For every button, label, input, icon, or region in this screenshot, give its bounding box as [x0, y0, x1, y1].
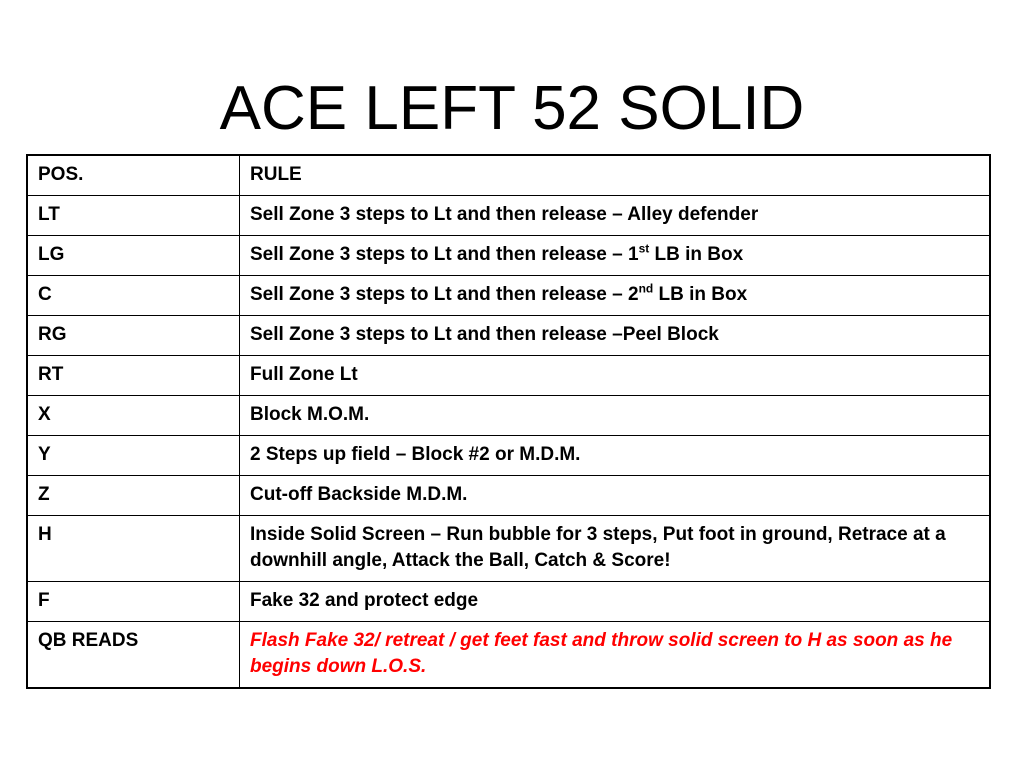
row-pos: H — [27, 516, 240, 582]
header-pos: POS. — [27, 155, 240, 196]
rules-table — [26, 154, 991, 689]
table-header-row — [27, 155, 990, 196]
row-rule: Sell Zone 3 steps to Lt and then release – 1st LB in Box — [240, 236, 991, 276]
table-row — [27, 436, 990, 476]
row-rule: Full Zone Lt — [240, 356, 991, 396]
row-rule: Sell Zone 3 steps to Lt and then release – Alley defender — [240, 196, 991, 236]
row-pos: Z — [27, 476, 240, 516]
table-row — [27, 196, 990, 236]
table-row — [27, 476, 990, 516]
row-pos: RG — [27, 316, 240, 356]
table-row — [27, 276, 990, 316]
slide-title: ACE LEFT 52 SOLID — [219, 74, 805, 143]
row-rule: 2 Steps up field – Block #2 or M.D.M. — [240, 436, 991, 476]
table-row — [27, 396, 990, 436]
row-pos: LG — [27, 236, 240, 276]
row-rule: Sell Zone 3 steps to Lt and then release –Peel Block — [240, 316, 991, 356]
row-pos: QB READS — [27, 622, 240, 689]
row-pos: X — [27, 396, 240, 436]
row-pos: RT — [27, 356, 240, 396]
table-row — [27, 356, 990, 396]
qb-reads-rule: Flash Fake 32/ retreat / get feet fast and throw solid screen to H as soon as he begins down L.O.S. — [240, 622, 991, 689]
header-rule: RULE — [240, 155, 991, 196]
row-rule: Fake 32 and protect edge — [240, 582, 991, 622]
row-rule: Cut-off Backside M.D.M. — [240, 476, 991, 516]
row-rule: Block M.O.M. — [240, 396, 991, 436]
row-pos: C — [27, 276, 240, 316]
row-pos: LT — [27, 196, 240, 236]
table-row — [27, 236, 990, 276]
row-rule: Sell Zone 3 steps to Lt and then release – 2nd LB in Box — [240, 276, 991, 316]
table-row — [27, 622, 990, 689]
row-pos: F — [27, 582, 240, 622]
table-row — [27, 316, 990, 356]
row-rule: Inside Solid Screen – Run bubble for 3 steps, Put foot in ground, Retrace at a downhill angle, Attack the Ball, Catch & Score! — [240, 516, 991, 582]
table-row — [27, 516, 990, 582]
table-row — [27, 582, 990, 622]
row-pos: Y — [27, 436, 240, 476]
